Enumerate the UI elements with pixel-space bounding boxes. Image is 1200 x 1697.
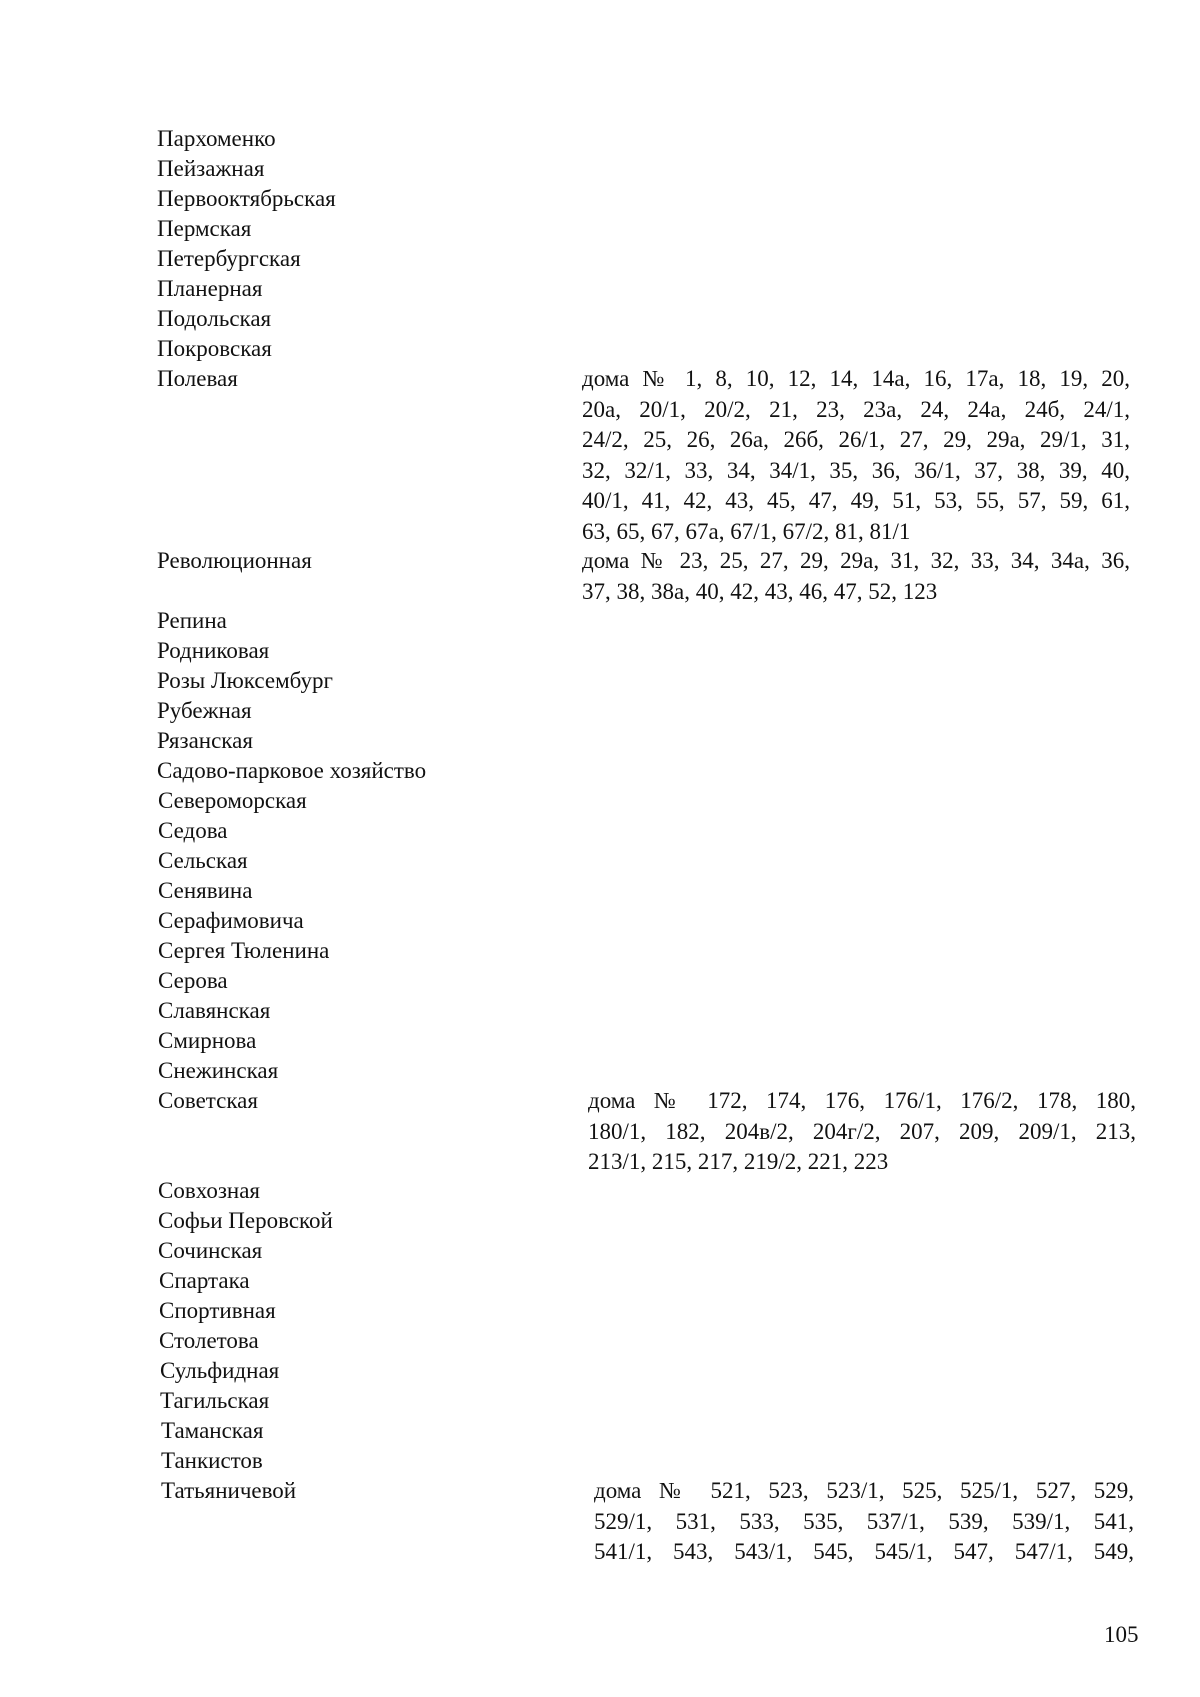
- house-numbers-line: дома № 521, 523, 523/1, 525, 525/1, 527, 529,: [594, 1478, 1134, 1503]
- street-name: Рязанская: [157, 728, 253, 753]
- street-name: Планерная: [157, 276, 263, 301]
- street-name: Совхозная: [158, 1178, 261, 1203]
- house-numbers-line: 40/1, 41, 42, 43, 45, 47, 49, 51, 53, 55, 57, 59, 61,: [582, 488, 1130, 513]
- street-name: Пермская: [157, 216, 252, 241]
- street-name: Спортивная: [159, 1298, 276, 1323]
- street-name: Сельская: [158, 848, 248, 873]
- street-name: Серова: [158, 968, 228, 993]
- street-name: Пейзажная: [157, 156, 265, 181]
- street-name: Подольская: [157, 306, 272, 331]
- page-number: 105: [1104, 1622, 1139, 1647]
- house-numbers-line: 20а, 20/1, 20/2, 21, 23, 23а, 24, 24а, 24б, 24/1,: [582, 396, 1130, 422]
- street-name: Покровская: [157, 336, 272, 361]
- street-name: Столетова: [159, 1328, 259, 1353]
- street-name: Татьяничевой: [161, 1478, 297, 1503]
- street-name: Первооктябрьская: [157, 186, 336, 211]
- street-name: Революционная: [157, 548, 312, 573]
- street-name: Садово-парковое хозяйство: [157, 758, 427, 783]
- street-name: Таманская: [161, 1418, 264, 1443]
- house-numbers-line: 213/1, 215, 217, 219/2, 221, 223: [588, 1149, 889, 1174]
- street-name: Сенявина: [158, 878, 253, 903]
- house-numbers-line: дома № 23, 25, 27, 29, 29а, 31, 32, 33, 34, 34а, 36,: [582, 548, 1130, 573]
- street-name: Славянская: [158, 998, 271, 1023]
- street-name: Сергея Тюленина: [158, 938, 330, 963]
- street-name: Тагильская: [160, 1388, 270, 1413]
- house-numbers-line: 180/1, 182, 204в/2, 204г/2, 207, 209, 209/1, 213,: [588, 1118, 1136, 1144]
- house-numbers-line: 32, 32/1, 33, 34, 34/1, 35, 36, 36/1, 37, 38, 39, 40,: [582, 457, 1130, 483]
- street-name: Советская: [158, 1088, 258, 1113]
- street-name: Полевая: [157, 366, 238, 391]
- house-numbers-line: 63, 65, 67, 67а, 67/1, 67/2, 81, 81/1: [582, 518, 911, 544]
- house-numbers: [582, 364, 1130, 547]
- street-name: Рубежная: [157, 698, 252, 723]
- street-name: Серафимовича: [158, 908, 304, 933]
- house-numbers: [588, 1086, 1136, 1178]
- street-name: Сочинская: [158, 1238, 263, 1263]
- street-name: Седова: [158, 818, 228, 843]
- street-name: Репина: [157, 608, 227, 633]
- house-numbers-line: 529/1, 531, 533, 535, 537/1, 539, 539/1, 541,: [594, 1508, 1134, 1534]
- street-name: Пархоменко: [157, 126, 276, 151]
- street-name: Родниковая: [157, 638, 270, 663]
- house-numbers-line: дома № 172, 174, 176, 176/1, 176/2, 178, 180,: [588, 1088, 1136, 1113]
- street-name: Софьи Перовской: [158, 1208, 333, 1233]
- street-name: Танкистов: [161, 1448, 263, 1473]
- street-name: Снежинская: [158, 1058, 279, 1083]
- street-name: Розы Люксембург: [157, 668, 333, 693]
- street-name: Североморская: [158, 788, 307, 813]
- house-numbers-line: 24/2, 25, 26, 26а, 26б, 26/1, 27, 29, 29а, 29/1, 31,: [582, 427, 1130, 452]
- house-numbers: [594, 1476, 1134, 1568]
- street-name: Петербургская: [157, 246, 301, 271]
- house-numbers-line: дома № 1, 8, 10, 12, 14, 14а, 16, 17а, 18, 19, 20,: [582, 366, 1130, 391]
- house-numbers-line: 37, 38, 38а, 40, 42, 43, 46, 47, 52, 123: [582, 578, 938, 604]
- house-numbers: [582, 546, 1130, 607]
- street-name: Смирнова: [158, 1028, 257, 1053]
- street-name: Спартака: [159, 1268, 250, 1293]
- house-numbers-line: 541/1, 543, 543/1, 545, 545/1, 547, 547/1, 549,: [594, 1539, 1134, 1564]
- street-name: Сульфидная: [160, 1358, 280, 1383]
